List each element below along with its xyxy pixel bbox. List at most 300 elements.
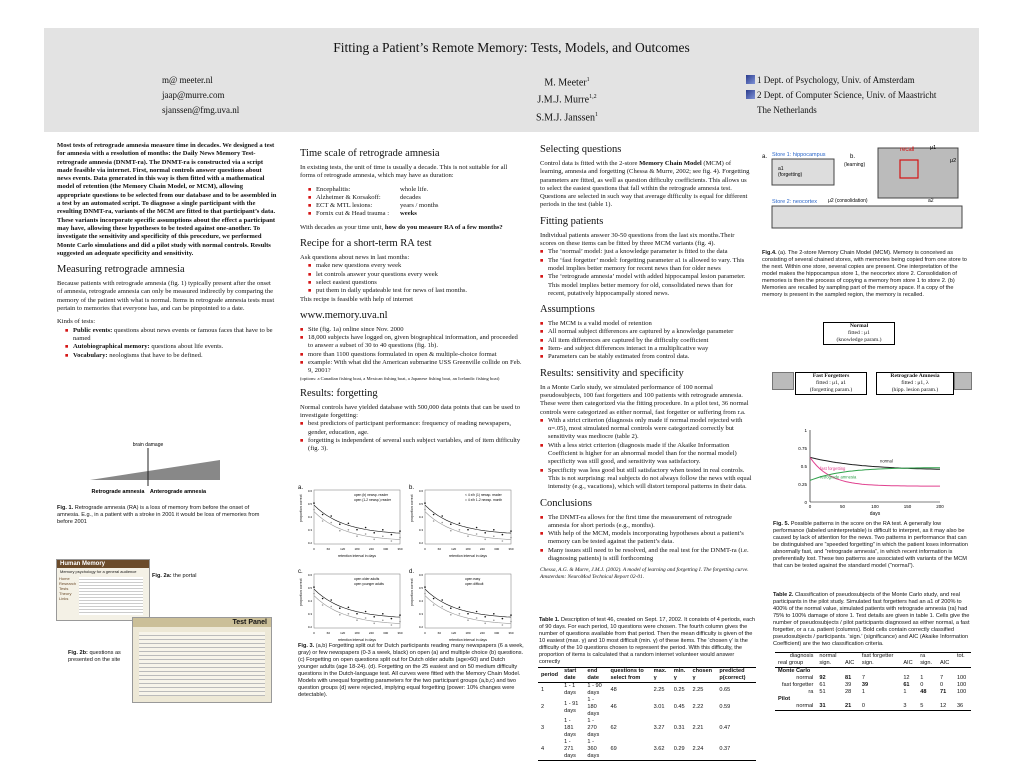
fig3-data-point (502, 618, 504, 620)
fig3-panel (409, 566, 517, 644)
author-meeter: M. Meeter$^1$ (544, 77, 590, 89)
fig5-ytick: 0.75 (798, 446, 807, 451)
fig3-data-point (450, 523, 452, 525)
fig3-xtick: 120 (451, 631, 457, 635)
fig3-data-point (484, 623, 486, 625)
fig3-data-point (382, 620, 384, 622)
fig3-xtick: 300 (383, 631, 389, 635)
test-panel-title: Test Panel (133, 618, 271, 627)
column-2 (300, 142, 522, 453)
sensitivity-intro: In a Monte Carlo study, we simulated performance of 100 normal pseudosubjects, 100 fast forgetters and 100 patients with retrograde amnesia. These were then categorized via the fitting procedure. In a pilot test, 36 normal controls were categorized as either normal, fast forgetter or suffering from r.a. (540, 383, 749, 416)
fig3-data-point (493, 536, 495, 538)
fig3-data-point (330, 522, 332, 524)
fig3-data-point (348, 607, 350, 609)
fig3-legend-entry: open easy (465, 577, 481, 581)
table-row: 1 1 - 1 days 1 - 90 days 48 2.25 0.25 2.25 0.65 (541, 683, 731, 696)
sensitivity-heading: Results: sensitivity and specificity (540, 367, 684, 379)
fig3-xtick: 0 (424, 547, 426, 551)
fig5-chart (782, 420, 952, 520)
poster-title: Fitting a Patient’s Remote Memory: Tests, Models, and Outcomes (333, 40, 690, 55)
fig3-data-point (313, 593, 315, 595)
fig3-ytick: 0.6 (418, 573, 423, 577)
fig3-data-point (365, 527, 367, 529)
duration-value: years / months (400, 202, 439, 210)
fig3-data-point (459, 523, 461, 525)
selecting-heading: Selecting questions (540, 144, 622, 155)
fig3-data-point (467, 535, 469, 537)
fig3-xtick: 180 (354, 547, 360, 551)
fig3-data-point (399, 530, 401, 532)
normal-model-box: Normal fitted : μ1 (knowledge param.) (823, 322, 895, 345)
conclusions-heading: Conclusions (540, 497, 592, 509)
fig3-ytick: 0.3 (418, 612, 423, 616)
recipe-outro: This recipe is feasible with help of internet (300, 295, 413, 303)
fig3-data-point (339, 530, 341, 532)
fig4-consolidation-label: μ2 (consolidation) (828, 198, 868, 204)
fitting-item: ■ The ‘fast forgetter’ model: forgetting parameter a1 is allowed to vary. This model implies better memory for recent news than for older news (540, 257, 752, 274)
forgetting-text: Normal controls have yielded database with 500,000 data points that can be used to investigate forgetting: (300, 403, 521, 419)
fig5-ytick: 1 (804, 428, 807, 433)
fig3-ytick: 0.3 (307, 612, 312, 616)
fig3-ytick: 0.4 (307, 515, 312, 519)
fig3-data-point (433, 604, 435, 606)
store1-label: Store 1: hippocampus (772, 152, 826, 158)
fig3-data-point (467, 613, 469, 615)
assumptions-heading: Assumptions (540, 304, 595, 316)
fig1-diagram (90, 440, 230, 500)
fast-forgetter-thumbnail (772, 372, 794, 390)
mu1-label: μ1 (930, 145, 937, 151)
site-subtitle: Memory psychology for a general audience (60, 569, 137, 574)
fig5-ytick: 0 (804, 500, 807, 505)
fig3-data-point (365, 611, 367, 613)
fig3-ytick: 0.4 (418, 515, 423, 519)
fig3-legend-entry: open younger adults (354, 582, 384, 586)
fig3-data-point (382, 529, 384, 531)
fig3-data-point (339, 607, 341, 609)
website-heading[interactable]: www.memory.uva.nl (300, 309, 388, 321)
fig3-xtick: 0 (313, 547, 315, 551)
table-row: normal 92 81 7 12 1 7 100 (796, 675, 967, 681)
fig4-a-label: a. (762, 154, 768, 160)
recipe-item: ■ make new questions every week (300, 262, 522, 270)
site-body-text (79, 577, 143, 615)
fig4-a1-label: a1 (778, 166, 784, 172)
site-nav-item[interactable]: Tests (59, 586, 69, 591)
affiliations (746, 73, 936, 118)
conclusion-item: ■ With help of the MCM, models incorporating hypotheses about a patient’s memory can be tested against the patient’s data. (540, 530, 752, 547)
store2-label: Store 2: neocortex (772, 199, 817, 205)
recipe-heading: Recipe for a short-term RA test (300, 238, 432, 250)
fig3-data-point (484, 616, 486, 618)
measuring-text: Because patients with retrograde amnesia (fig. 1) typically present after the onset of amnesia, retrograde amnesia can only be measured indirectly by comparing the memory of the patient with what is normal. Items in retrograde amnesia tests must pertain to memories that everyone has, and can be pinpointed to a date. (57, 280, 275, 313)
fig3-data-point (365, 533, 367, 535)
email-janssen: sjanssen@fmg.uva.nl (162, 105, 240, 115)
recipe-intro: Ask questions about news in last months: (300, 254, 410, 262)
fig3-xtick: 240 (479, 547, 485, 551)
fig3-data-point (450, 614, 452, 616)
fig3-data-point (322, 520, 324, 522)
fitting-intro: Individual patients answer 30-50 questions from the last six months.Their scores on these items can be fitted by three MCM variants (fig. 4). (540, 231, 735, 248)
site-nav-item[interactable]: Research (59, 581, 77, 586)
fig3-data-point (493, 529, 495, 531)
timescale-intro: In existing tests, the unit of time is usually a decade. This is not suitable for all forms of retrograde amnesia, which may have as duration: (300, 164, 508, 180)
fig3-legend-entry: open (b) newsp. reader (354, 493, 389, 497)
fig3-panel (298, 482, 406, 560)
fig5-xlabel: days (869, 511, 881, 517)
timescale-heading: Time scale of retrograde amnesia (300, 148, 440, 159)
fig3-ytick: 0.5 (418, 502, 423, 506)
fig3-xlabel: retention interval in days (449, 638, 487, 642)
fig3-legend-entry: open older adults (354, 577, 380, 581)
fig3-xtick: 360 (397, 547, 403, 551)
ra-thumbnail (954, 372, 972, 390)
kind-item: ■ Vocabulary: neologisms that have to be defined. (57, 352, 277, 360)
fig3-panel-letter: a. (298, 485, 304, 491)
duration-value: decades (400, 193, 421, 201)
table-row: 3 1 - 181 days 1 - 270 days 62 3.27 0.31 2.21 0.47 (541, 718, 731, 738)
fig5-ytick: 0.5 (800, 464, 807, 469)
fig3-data-point (399, 614, 401, 616)
duration-cause: ■ Alzheimer & Korsakoff: (308, 194, 400, 202)
contact-emails (162, 73, 239, 118)
table2-section: Monte Carlo (778, 668, 811, 674)
recipe-item: ■ put them in daily updateable test for news of last months. (300, 287, 522, 295)
uva-logo-icon (746, 75, 755, 84)
fig3-data-point (459, 529, 461, 531)
fig3-data-point (424, 509, 426, 511)
fig3-data-point (348, 523, 350, 525)
fast-forgetters-box: Fast Forgetters fitted : μ1, a1 (forgetting param.) (795, 372, 867, 395)
column-1 (57, 142, 277, 360)
fig2a-caption: Fig. 2a: the portal (152, 573, 197, 579)
table2 (775, 652, 971, 711)
fig3-xtick: 360 (397, 631, 403, 635)
fig3-data-point (330, 606, 332, 608)
fig2b-caption: Fig. 2b: questions as presented on the site (68, 650, 121, 663)
fig3-data-point (339, 523, 341, 525)
fig3-xtick: 240 (368, 631, 374, 635)
fig3-panel-letter: b. (409, 485, 415, 491)
fig3-xtick: 120 (451, 547, 457, 551)
table-row: 2 1 - 91 days 1 - 180 days 46 3.01 0.45 2.22 0.59 (541, 697, 731, 717)
fig3-xlabel: retention interval in days (338, 554, 376, 558)
fig3-ytick: 0.3 (307, 528, 312, 532)
fig3-data-point (476, 527, 478, 529)
fig3-ytick: 0.2 (418, 541, 423, 545)
test-panel-questions (139, 632, 265, 696)
affiliation-um: 2 Dept. of Computer Science, Univ. of Maastricht (746, 88, 936, 103)
fig3-xtick: 180 (354, 631, 360, 635)
table-row: 4 1 - 271 days 1 - 360 days 69 3.62 0.29 2.24 0.37 (541, 739, 731, 759)
fig5-xtick: 50 (839, 504, 846, 509)
duration-table (300, 186, 522, 219)
fig3-data-point (424, 502, 426, 504)
fig3-data-point (441, 522, 443, 524)
fig3-xtick: 60 (437, 631, 442, 635)
fig3-data-point (433, 520, 435, 522)
fig3-ytick: 0.4 (307, 599, 312, 603)
sensitivity-item: ■ With a strict criterion (diagnosis only made if normal model rejected with α=.05), most simulated normal controls were categorized correctly but sensitivity was mediocre (table 2). (540, 417, 752, 442)
email-meeter: m@ meeter.nl (162, 75, 213, 85)
fig3-data-point (467, 529, 469, 531)
kind-item: ■ Autobiographical memory: questions about life events. (57, 343, 277, 351)
fig4-diagram (760, 140, 970, 250)
fig3-data-point (356, 535, 358, 537)
sensitivity-item: ■ Specificity was less good but still satisfactory when tested in real controls. This is not surprising: real subjects do not always follow the news with equal intensity (e.g., vacations), which will distort temporal patterns in their data. (540, 467, 752, 492)
assumption-item: ■ The MCM is a valid model of retention (540, 320, 752, 328)
fig4-caption: Fig.4. (a). The 2-store Memory Chain Model (MCM). Memory is conceived as consisting of several chained stores, with memories being copied from one store to the next. Within one store, several copies are present. One interpretation of the model makes the hippocampus store 1, the neocortex store 2. Consolidation of memories is then the process of copying a memory from store 1 to store 2. (b) Memories are recalled by sampling part of the memory space. If a copy of the memory is present in the sampled region, the memory is recalled. (762, 250, 967, 298)
duration-cause: ■ Encephalitis: (308, 186, 400, 194)
fig3-ylabel: proportion correct (299, 578, 303, 606)
table2-header-1: diagnosis normal fast forgetter ra tot. (789, 653, 965, 659)
fig3-xtick: 180 (465, 631, 471, 635)
selecting-text: Control data is fitted with the 2-store Memory Chain Model (MCM) of learning, amnesia and forgetting (Chessa & Murre, 2002; see fig. 4). Forgetting parameters are fitted, as well as question difficulty coefficients. This allows us to select the easiest questions that fall within the retrograde amnesia test. Questions are selected in such way that average difficulty is equal for different periods in the test (table 1). (540, 160, 750, 209)
website-item: ■ Site (fig. 1a) online since Nov. 2000 (300, 326, 522, 334)
header-banner (44, 28, 979, 132)
recipe-item: ■ select easiest questions (300, 279, 522, 287)
um-logo-icon (746, 90, 755, 99)
abstract: Most tests of retrograde amnesia measure time in decades. We designed a test for amnesia with a resolution of months: the Daily News Memory Test-retrograde amnesia (DNMT-ra). The DNMT-ra is constructed via a script made feasible via internet. First, normal controls answer questions about news events. Data generated in this way is then fitted with a mathematical model of retention (the Memory Chain Model, or MCM), allowing appropriate questions to be selected from our database and to be assembled in a test by an automated script. To diagnose a single participant with the resulting DNMT-ra, variants of the MCM are fitted to that participant’s data. These variants incorporate specific assumptions about the effect a participant may have, allowing these hypotheses to be tested against one-another. To investigate the sensitivity and specificity of this procedure, we performed Monte Carlo simulations and did a pilot study with normal controls. Results suggested an adequate specificity and sensitivity. (57, 142, 277, 257)
fig3-data-point (373, 532, 375, 534)
fig3-xtick: 240 (368, 547, 374, 551)
fig3-data-point (493, 620, 495, 622)
kind-item: ■ Public events: questions about news events or famous faces that have to be named (57, 327, 277, 344)
table2-caption: Table 2. Classification of pseudosubjects of the Monte Carlo study, and real participants in the pilot study. Simulated fast forgetters had an a1 of 200% to 400% of the normal value, simulated patients with retrograde amnesia (ra) had 75% to 100% damage of store 1. Test details are given in table 1. Cells give the number of pseudosubjects / pilot participants diagnosed as either normal, a fast forgetter, or a r.a. patient (columns). Bold cells contain correctly classified pseudosubjects / participants. ‘sign.’ (significance) and AIC (Akaike Information Coefficient) are the two classification criteria. (773, 592, 970, 647)
assumption-item: ■ All normal subject differences are captured by a knowledge parameter (540, 328, 752, 336)
forgetting-item: ■ forgetting is independent of several such subject variables, and of item difficulty (fig. 3). (300, 437, 522, 454)
fig3-legend-entry: open (1-2 newsp.) reader (354, 498, 392, 502)
fig3-data-point (510, 530, 512, 532)
fig3-xtick: 240 (479, 631, 485, 635)
table2-header-2: real group sign. AIC sign. AIC sign. AIC (775, 660, 971, 668)
fig3-ylabel: proportion correct (410, 578, 414, 606)
fig3-ylabel: proportion correct (299, 494, 303, 522)
fig3-data-point (373, 623, 375, 625)
fig3-xtick: 120 (340, 631, 346, 635)
fig5-caption: Fig. 5. Possible patterns in the score on the RA test. A generally low performance (labeled uninterpretable) is difficult to interpret, as it may also be caused by lack of attention for the news. Two patterns in performance that can be distinguished are “speeded forgetting” in which the patient loses information abnormally fast, and “retrograde amnesia”, in which recent information is preferentially lost. These two patterns are associated with variants of the MCM that can be tested against the standard model (“normal”). (773, 521, 968, 569)
fig3-xtick: 60 (326, 631, 331, 635)
fig3-xtick: 60 (326, 547, 331, 551)
fig3-xtick: 180 (465, 547, 471, 551)
author-murre: J.M.J. Murre$^{1,2}$ (537, 94, 597, 106)
fig3-caption: Fig. 3. (a,b) Forgetting split out for Dutch participants reading many newspapers (6 a week, gray) or few newspapers (0-3 a week, black) on open (a) and multiple choice (b) questions. (c) Forgetting on open questions split out for Dutch older adults (age>60) and Dutch younger adults (age 18-24). (d). Forgetting on the 25 easiest and on 50 medium difficulty questions in the Dutch-language test. All curves were fitted with the Memory Chain Model. Models with unequal forgetting parameters for the two participant groups (a,b,c) and two question groups (d) were rejected, implying equal forgetting (power: 10% changes were detectable). (298, 643, 524, 698)
fig5-xtick: 100 (871, 504, 879, 509)
fig3-data-point (322, 514, 324, 516)
fig3-ytick: 0.2 (307, 625, 312, 629)
ra-model-box: Retrograde Amnesia fitted : μ1, λ (hipp. lesion param.) (876, 372, 954, 395)
fig3-data-point (356, 529, 358, 531)
fig5-curve-label: fast forgetting (820, 465, 846, 471)
reference: Chessa, A.G. & Murre, J.M.J. (2002). A model of learning and forgetting I. The forgetting curve. Amsterdam: NeuroMod Technical Report 02-01. (540, 567, 749, 581)
fig3-xtick: 360 (508, 631, 514, 635)
fig3-data-point (502, 624, 504, 626)
fig3-data-point (382, 613, 384, 615)
fig4-a2-label: a2 (928, 198, 934, 204)
fig3-data-point (373, 539, 375, 541)
fig3-data-point (493, 613, 495, 615)
fig1-wedge (90, 460, 220, 480)
fig5-curve-label: normal (880, 458, 893, 464)
store2-box (772, 206, 962, 228)
forgetting-item: ■ best predictors of participant performance: frequency of reading newspapers, gender, education, age. (300, 420, 522, 437)
measuring-heading: Measuring retrograde amnesia (57, 264, 185, 276)
fig4-forgetting-label: (forgetting) (778, 172, 803, 178)
fig3-data-point (391, 624, 393, 626)
table-row: normal 31 21 0 3 5 12 36 (796, 703, 964, 709)
column-3 (540, 138, 752, 581)
fig3-ytick: 0.6 (307, 573, 312, 577)
fig3-data-point (510, 621, 512, 623)
fig3-data-point (424, 593, 426, 595)
fig3-data-point (391, 618, 393, 620)
fig3-panel-letter: c. (298, 569, 303, 575)
fig3-xtick: 300 (494, 631, 500, 635)
fig4-b-label: b. (850, 154, 856, 160)
fig3-data-point (399, 537, 401, 539)
duration-cause: ■ ECT & MTL lesions: (308, 202, 400, 210)
fig5-xtick: 150 (903, 504, 912, 509)
table1 (538, 667, 756, 761)
fig3-data-point (441, 515, 443, 517)
table-row: fast forgetter 61 39 39 61 0 0 100 (781, 682, 967, 688)
website-item: ■ 18,000 subjects have logged on, given biographical information, and proceeded to answer a subset of 30 to 40 questions (fig. 1b). (300, 334, 522, 351)
fig3-data-point (510, 537, 512, 539)
table1-header: period start date end date questions to select from max. γ min. γ chosen γ predicted p(correct) (538, 668, 756, 683)
affiliation-uva: 1 Dept. of Psychology, Univ. of Amsterdam (746, 73, 936, 88)
fig3-data-point (502, 534, 504, 536)
fig3-data-point (450, 607, 452, 609)
fig3-xtick: 300 (383, 547, 389, 551)
fig3-data-point (391, 540, 393, 542)
sensitivity-item: ■ With a less strict criterion (diagnosis made if the Akaike Information Coefficient is higher for an abnormal model than for the normal model) specificity was still good, and sensitivity was satisfactory. (540, 442, 752, 467)
recipe-item: ■ let controls answer your questions every week (300, 271, 522, 279)
fig3-data-point (313, 502, 315, 504)
author-janssen: S.M.J. Janssen$^1$ (536, 111, 598, 123)
fig3-data-point (348, 529, 350, 531)
site-nav-item[interactable]: Links (59, 596, 69, 601)
fig3-data-point (450, 530, 452, 532)
fig3-data-point (459, 607, 461, 609)
fitting-item: ■ The ‘normal’ model: just a knowledge parameter is fitted to the data (540, 248, 752, 256)
fig3-ytick: 0.4 (418, 599, 423, 603)
fig1-retro-label: Retrograde amnesia (91, 489, 145, 495)
mu2-label: μ2 (950, 158, 957, 164)
fig3-data-point (313, 586, 315, 588)
site-nav-item[interactable]: Home (59, 576, 70, 581)
forgetting-heading: Results: forgetting (300, 387, 378, 399)
fig3-data-point (399, 621, 401, 623)
duration-value: weeks (400, 210, 417, 218)
fig3-data-point (322, 604, 324, 606)
fig3-data-point (441, 599, 443, 601)
fig1-caption: Fig. 1. Retrograde amnesia (RA) is a loss of memory from before the onset of amnesia. E.g., in a patient with a stroke in 2001 it would be loss of memories from before 2001 (57, 505, 260, 525)
site-nav-item[interactable]: Theory (59, 591, 72, 596)
fig3-data-point (476, 611, 478, 613)
fig5-xtick: 0 (808, 504, 812, 509)
fig3-xtick: 60 (437, 547, 442, 551)
fig3-legend-entry: = 4 x/h 1-2 newsp. month (465, 498, 503, 502)
assumption-item: ■ Item- and subject differences interact in a multiplicative way (540, 345, 752, 353)
fig3-data-point (484, 539, 486, 541)
fig5-xtick: 200 (936, 504, 944, 509)
fig3-data-point (510, 614, 512, 616)
recall-label: recall (900, 147, 915, 153)
site-title: Human Memory (57, 560, 149, 568)
website-options: (options: a Canadian fishing boat, a Mexican fishing boat, a Japanese fishing boat, an Icelandic fishing boat) (300, 375, 500, 381)
fig3-panel (298, 566, 406, 644)
table1-caption: Table 1. Description of test 46, created on Sept. 17, 2002. It consists of 4 periods, each of 90 days. For each period, 10 questions were chosen. The fourth column gives the number of questions available from that period. Then the mean difficulty is given of the 10 easiest (max. γ) and 10 most difficult (min. γ) of these items. The ‘chosen γ’ is the difficulty of the 10 questions chosen to represent the period. With this difficulty, the proportion of items is calculated that a random internet volunteer would answer correctly (539, 617, 756, 665)
fig5-ytick: 0.25 (798, 482, 807, 487)
fig3-xlabel: retention interval in days (338, 638, 376, 642)
fig3-legend-entry: < 4 x/h (1) newsp. reader (465, 493, 502, 497)
kinds-label: Kinds of tests: (57, 318, 96, 326)
fig3-data-point (459, 613, 461, 615)
assumption-item: ■ Parameters can be stably estimated from control data. (540, 353, 752, 361)
fig3-data-point (391, 534, 393, 536)
fig3-ytick: 0.6 (307, 489, 312, 493)
fig3-data-point (348, 613, 350, 615)
email-murre: jaap@murre.com (162, 90, 225, 100)
fig3-ytick: 0.5 (307, 586, 312, 590)
assumption-item: ■ All item differences are captured by the difficulty coefficient (540, 337, 752, 345)
fig3-xtick: 0 (424, 631, 426, 635)
fig3-data-point (433, 598, 435, 600)
fig3-ytick: 0.6 (418, 489, 423, 493)
site-nav (59, 576, 75, 601)
fig3-data-point (330, 599, 332, 601)
fig3-data-point (433, 514, 435, 516)
fig3-panel-letter: d. (409, 569, 415, 575)
fig3-data-point (382, 536, 384, 538)
fig1-antero-label: Anterograde amnesia (149, 489, 207, 495)
fig3-data-point (356, 613, 358, 615)
fig3-ytick: 0.2 (418, 625, 423, 629)
fig3-xtick: 360 (508, 547, 514, 551)
author-list (512, 73, 622, 125)
fig3-data-point (322, 598, 324, 600)
fig3-legend-entry: open difficult (465, 582, 484, 586)
fig3-ylabel: proportion correct (410, 494, 414, 522)
fig3-data-point (467, 619, 469, 621)
table2-section: Pilot (778, 696, 791, 702)
table-row: ra 51 28 1 1 48 71 100 (808, 689, 967, 695)
fig3-ytick: 0.5 (418, 586, 423, 590)
fig3-xtick: 300 (494, 547, 500, 551)
fitting-item: ■ The ‘retrograde amnesia’ model with added hippocampal lesion parameter. This model implies better memory for old, consolidated news than for recent, putatively hippocampally stored news. (540, 273, 752, 298)
conclusion-item: ■ Many issues still need to be resolved, and the real test for the DNMT-ra (i.e. diagnosing patients) is still forthcoming (540, 547, 752, 564)
fig3-panel (409, 482, 517, 560)
fig3-xlabel: retention interval in days (449, 554, 487, 558)
fig3-data-point (330, 515, 332, 517)
fig3-xtick: 120 (340, 547, 346, 551)
fitting-heading: Fitting patients (540, 215, 604, 227)
fig5-curve-label: retrograde amnesia (820, 474, 857, 480)
fig3-ytick: 0.3 (418, 528, 423, 532)
fig3-xtick: 0 (313, 631, 315, 635)
duration-value: whole life. (400, 185, 429, 193)
fig3-data-point (339, 614, 341, 616)
fig3-data-point (484, 532, 486, 534)
fig4-learning-label: (learning) (844, 162, 866, 168)
fig3-data-point (476, 533, 478, 535)
affiliation-country: The Netherlands (757, 105, 817, 115)
fig2a-screenshot (56, 559, 150, 621)
fig3-ytick: 0.5 (307, 502, 312, 506)
fig3-data-point (313, 509, 315, 511)
fig3-data-point (365, 617, 367, 619)
fig3-data-point (441, 606, 443, 608)
